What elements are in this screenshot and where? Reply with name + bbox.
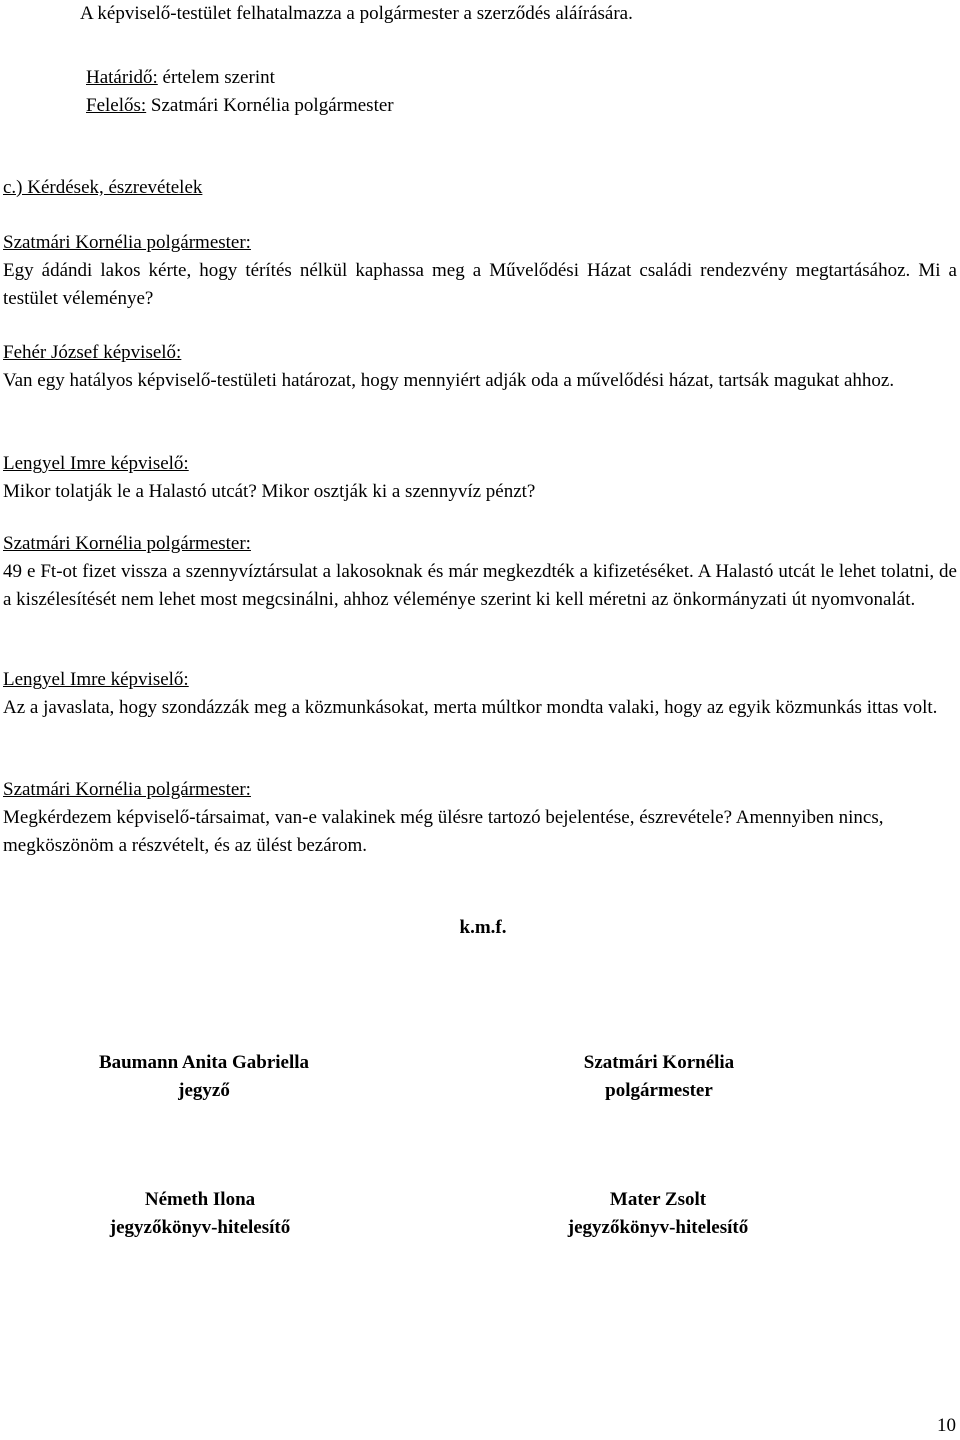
speaker-label: Szatmári Kornélia polgármester: [3,533,251,554]
discussion-block-6 [3,776,957,860]
signature-authenticator-1 [50,1186,350,1242]
signatory-name: Mater Zsolt [609,1189,707,1210]
signatory-name: Szatmári Kornélia [583,1052,735,1073]
discussion-block-1 [3,229,957,313]
signatory-name: Németh Ilona [144,1189,256,1210]
discussion-block-3 [3,450,957,506]
signatory-role: jegyzőkönyv-hitelesítő [109,1217,291,1238]
signatory-role: jegyző [178,1080,230,1101]
page-number: 10 [937,1415,956,1436]
signatory-role: jegyzőkönyv-hitelesítő [567,1217,749,1238]
discussion-block-5 [3,666,957,722]
speech-text: Megkérdezem képviselő-társaimat, van-e valakinek még ülésre tartozó bejelentése, észrevétele? Amennyiben nincs, megköszönöm a részvételt, és az ülést bezárom. [3,807,884,856]
deadline-line [86,64,275,92]
signature-authenticator-2 [508,1186,808,1242]
responsible-line [86,92,394,120]
responsible-value: Szatmári Kornélia polgármester [146,95,394,116]
speaker-label: Szatmári Kornélia polgármester: [3,232,251,253]
speech-text: 49 e Ft-ot fizet vissza a szennyvíztársulat a lakosoknak és már megkezdték a kifizetéséket. A Halastó utcát le lehet tolatni, de a kiszélesítését nem lehet most megcsinálni, ahhoz véleménye szerint ki kell méretni az önkormányzati út nyomvonalát. [3,561,957,610]
discussion-block-2 [3,339,957,395]
deadline-value: értelem szerint [157,67,275,88]
speaker-label: Lengyel Imre képviselő: [3,453,189,474]
kmf-mark: k.m.f. [459,917,507,938]
responsible-label: Felelős: [86,95,147,116]
discussion-block-4 [3,530,957,614]
speaker-label: Szatmári Kornélia polgármester: [3,779,251,800]
section-heading: c.) Kérdések, észrevételek [3,177,203,198]
authorization-text: A képviselő-testület felhatalmazza a polgármester a szerződés aláírására. [80,3,633,24]
speech-text: Egy ádándi lakos kérte, hogy térítés nélkül kaphassa meg a Művelődési Házat családi rendezvény megtartásához. Mi a testület véleménye? [3,260,957,309]
speech-text: Mikor tolatják le a Halastó utcát? Mikor osztják ki a szennyvíz pénzt? [3,481,536,502]
speech-text: Az a javaslata, hogy szondázzák meg a közmunkásokat, merta múltkor mondta valaki, hogy az egyik közmunkás ittas volt. [3,697,938,718]
signatory-role: polgármester [605,1080,713,1101]
signature-mayor [509,1049,809,1105]
speaker-label: Fehér József képviselő: [3,342,182,363]
speaker-label: Lengyel Imre képviselő: [3,669,189,690]
deadline-label: Határidő: [86,67,158,88]
signatory-name: Baumann Anita Gabriella [98,1052,310,1073]
speech-text: Van egy hatályos képviselő-testületi határozat, hogy mennyiért adják oda a művelődési házat, tartsák magukat ahhoz. [3,370,895,391]
signature-notary [54,1049,354,1105]
